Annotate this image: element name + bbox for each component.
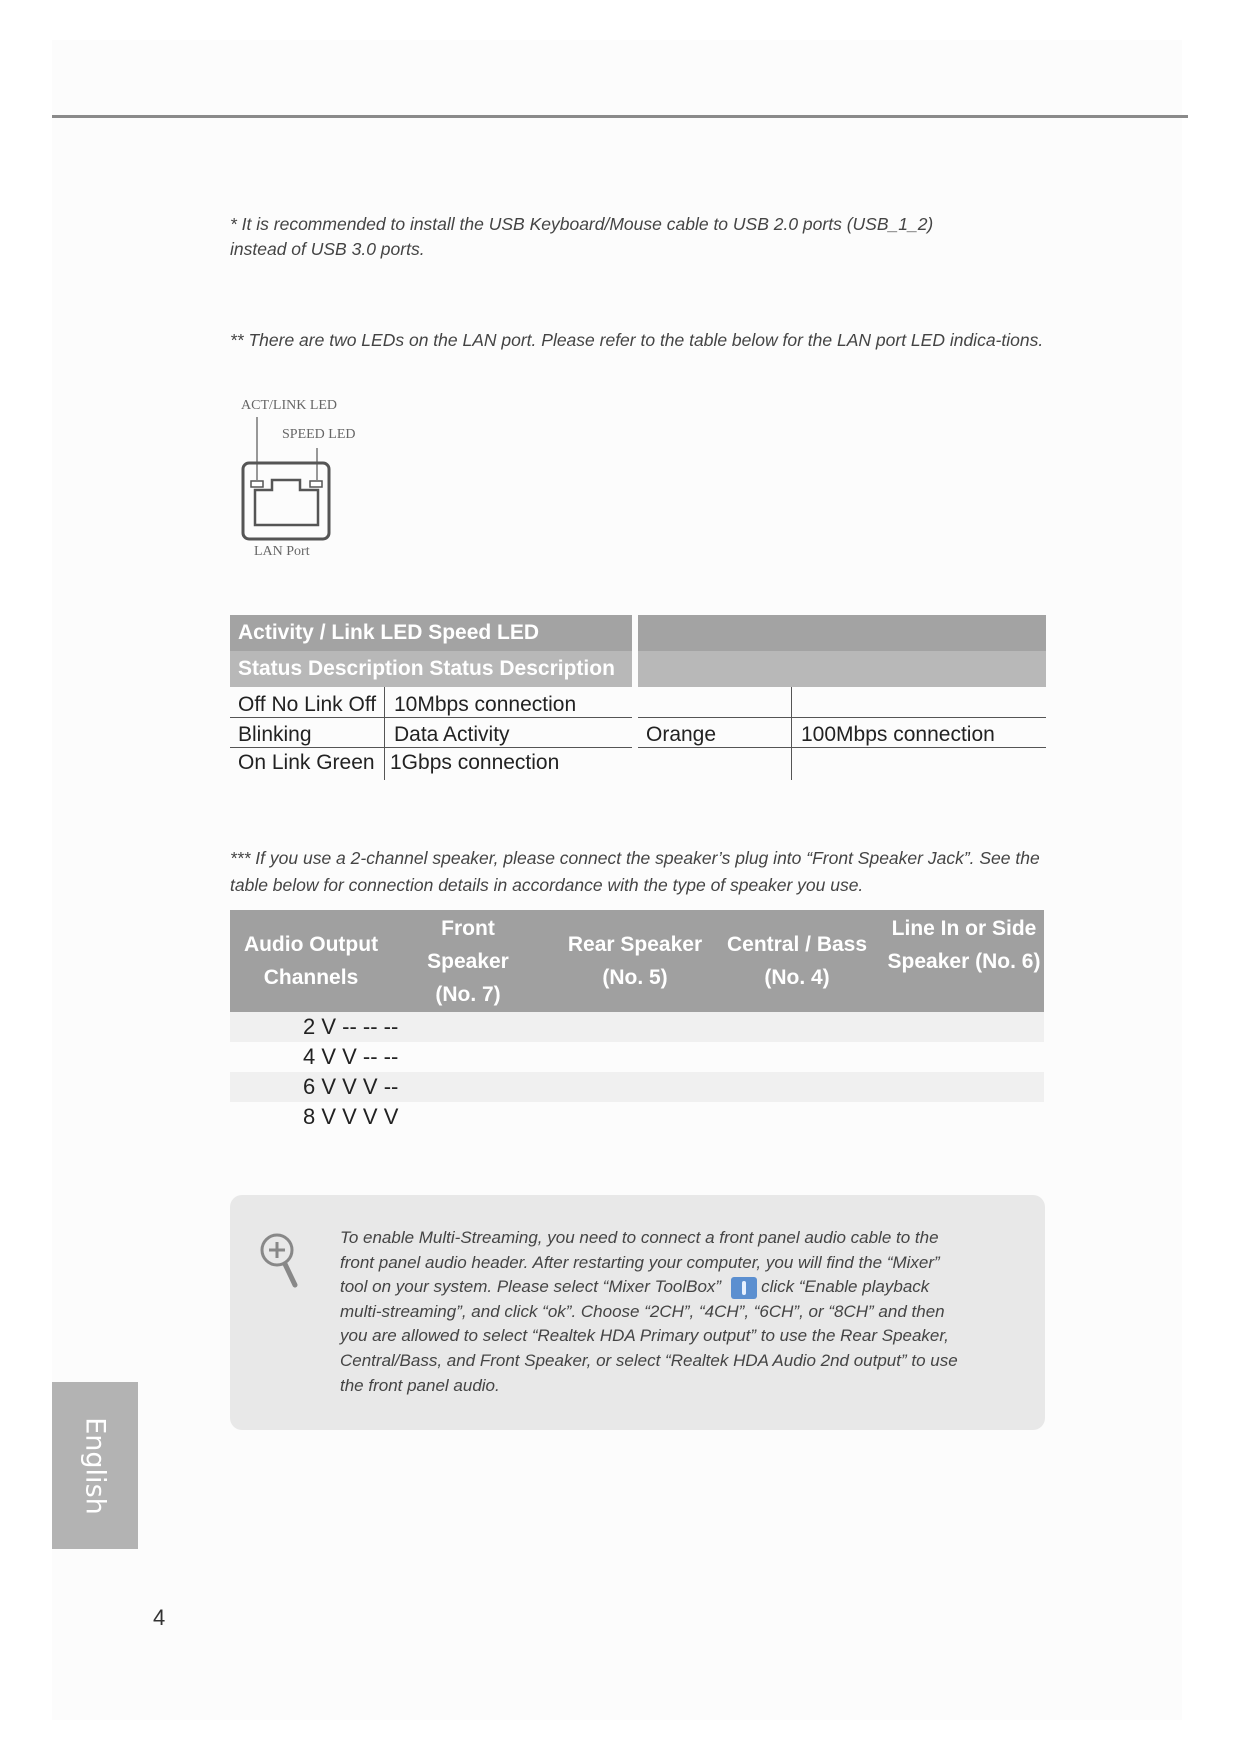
lan-port-label: LAN Port: [254, 544, 310, 559]
table-row: [230, 1012, 1044, 1042]
header-front: Front Speaker (No. 7): [427, 917, 509, 1006]
tip-text: [340, 1226, 960, 1398]
led-r2-d: 100Mbps connection: [801, 723, 995, 746]
mixer-toolbox-icon: [731, 1277, 757, 1299]
row-6ch: 6 V V V --: [303, 1074, 399, 1099]
language-tab: [52, 1382, 138, 1549]
table-row: [230, 1042, 1044, 1072]
led-table-header1: Activity / Link LED Speed LED: [230, 615, 632, 651]
row-4ch: 4 V V -- --: [303, 1044, 399, 1069]
header-channels: Audio Output Channels: [243, 933, 379, 989]
lan-led-table: [230, 615, 1046, 780]
led-r2-c: Orange: [646, 723, 717, 746]
audio-table-header: [230, 910, 1044, 1012]
act-link-led-label: ACT/LINK LED: [241, 398, 338, 413]
usb-note: [230, 212, 933, 262]
speaker-note: *** If you use a 2-channel speaker, please connect the speaker’s plug into “Front Speaker Jack”. See the table below for connection details in accordance with the type of speaker you use.: [230, 848, 1040, 895]
lan-port-icon: [230, 390, 390, 570]
header-side: Line In or Side Speaker (No. 6): [887, 917, 1041, 973]
divider: [638, 747, 1046, 748]
magnifier-plus-icon: [258, 1231, 302, 1291]
language-tab-label: English: [79, 1417, 111, 1515]
divider: [791, 687, 792, 780]
usb-note-line1: * It is recommended to install the USB Keyboard/Mouse cable to USB 2.0 ports (USB_1_2): [230, 214, 934, 234]
led-r1-a: Off No Link Off: [238, 693, 377, 716]
led-table-header2-right: [638, 651, 1046, 687]
tip-text-part2: click “Enable playback multi-streaming”, and click “ok”. Choose “2CH”, “4CH”, “6CH”, or “8CH” and then you are allowed to select “Realtek HDA Primary output” to use the Rear Speaker, Central/Bass, and Front Speaker, or select “Realtek HDA Audio 2nd output” to use the front panel audio.: [340, 1277, 958, 1395]
header-rear: Rear Speaker (No. 5): [567, 933, 703, 989]
multi-streaming-tip: [230, 1195, 1045, 1430]
header-rule: [52, 115, 1188, 118]
divider: [638, 717, 1046, 718]
table-row: [230, 1072, 1044, 1102]
page-number: 4: [153, 1605, 166, 1630]
led-r3-a: On Link Green: [238, 751, 375, 774]
table-row: [230, 1102, 1044, 1132]
led-r2-a: Blinking: [238, 723, 312, 746]
led-table-header1-right: [638, 615, 1046, 651]
row-8ch: 8 V V V V: [303, 1104, 399, 1129]
divider: [384, 687, 385, 780]
usb-note-line2: instead of USB 3.0 ports.: [230, 239, 425, 259]
divider: [230, 747, 632, 748]
speed-led-label: SPEED LED: [282, 427, 356, 442]
led-r2-b: Data Activity: [394, 723, 510, 746]
led-r3-b: 1Gbps connection: [390, 751, 560, 774]
led-r1-b: 10Mbps connection: [394, 693, 577, 716]
header-central: Central / Bass (No. 4): [726, 933, 868, 989]
lan-port-diagram: [230, 390, 390, 570]
tip-text-part1: To enable Multi-Streaming, you need to connect a front panel audio cable to the front panel audio header. After restarting your computer, you will find the “Mixer” tool on your system. Please select “Mixer ToolBox”: [340, 1228, 940, 1297]
row-2ch: 2 V -- -- --: [303, 1014, 399, 1039]
led-table-header2: Status Description Status Description: [230, 651, 632, 687]
divider: [230, 717, 632, 718]
lan-led-note: ** There are two LEDs on the LAN port. Please refer to the table below for the LAN port LED indica-tions.: [230, 330, 1044, 350]
